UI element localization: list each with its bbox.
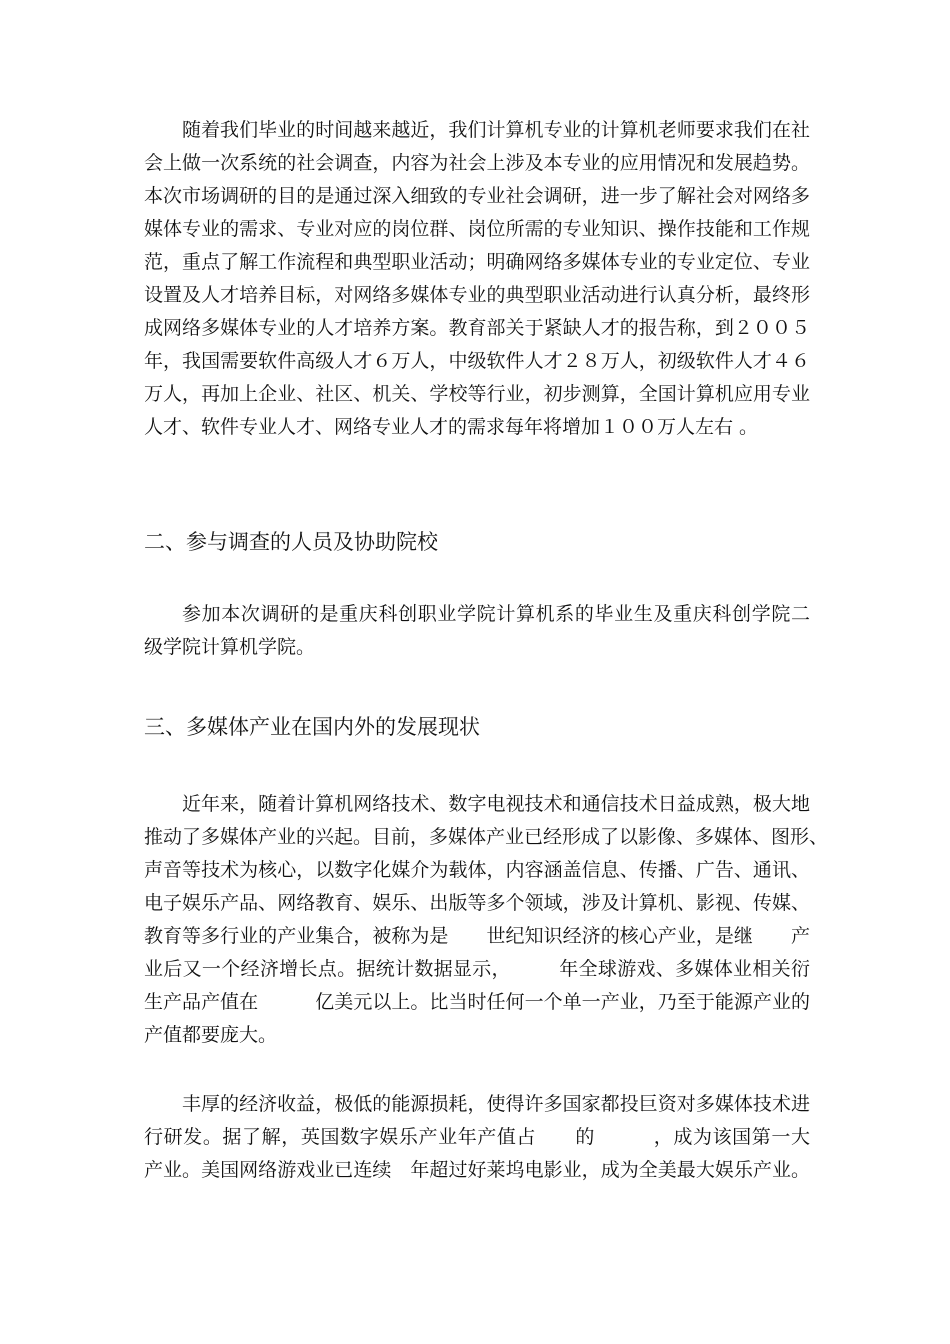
paragraph-line: 行研发。据了解，英国数字娱乐产业年产值占 的 ，成为该国第一大 <box>144 1126 810 1148</box>
paragraph-line: 会上做一次系统的社会调查，内容为社会上涉及本专业的应用情况和发展趋势。 <box>144 152 810 174</box>
section-heading: 二、参与调查的人员及协助院校 <box>144 530 438 554</box>
paragraph-line: 生产品产值在 亿美元以上。比当时任何一个单一产业，乃至于能源产业的 <box>144 991 810 1013</box>
paragraph-line: 成网络多媒体专业的人才培养方案。教育部关于紧缺人才的报告称，到２００５ <box>144 317 810 339</box>
paragraph-line: 近年来，随着计算机网络技术、数字电视技术和通信技术日益成熟，极大地 <box>182 793 810 815</box>
section-heading: 三、多媒体产业在国内外的发展现状 <box>144 715 480 739</box>
paragraph-line: 产值都要庞大。 <box>144 1024 278 1046</box>
paragraph-line: 参加本次调研的是重庆科创职业学院计算机系的毕业生及重庆科创学院二 <box>182 603 810 625</box>
paragraph-line: 推动了多媒体产业的兴起。目前，多媒体产业已经形成了以影像、多媒体、图形、 <box>144 826 829 848</box>
paragraph-line: 级学院计算机学院。 <box>144 636 316 658</box>
paragraph-line: 随着我们毕业的时间越来越近，我们计算机专业的计算机老师要求我们在社 <box>182 119 810 141</box>
paragraph-line: 声音等技术为核心，以数字化媒介为载体，内容涵盖信息、传播、广告、通讯、 <box>144 859 810 881</box>
paragraph-line: 产业。美国网络游戏业已连续 年超过好莱坞电影业，成为全美最大娱乐产业。 <box>144 1159 810 1181</box>
paragraph-line: 丰厚的经济收益，极低的能源损耗，使得许多国家都投巨资对多媒体技术进 <box>182 1093 810 1115</box>
paragraph-line: 业后又一个经济增长点。据统计数据显示， 年全球游戏、多媒体业相关衍 <box>144 958 810 980</box>
paragraph-line: 设置及人才培养目标，对网络多媒体专业的典型职业活动进行认真分析，最终形 <box>144 284 810 306</box>
paragraph-line: 本次市场调研的目的是通过深入细致的专业社会调研，进一步了解社会对网络多 <box>144 185 810 207</box>
paragraph-line: 电子娱乐产品、网络教育、娱乐、出版等多个领域，涉及计算机、影视、传媒、 <box>144 892 810 914</box>
paragraph-line: 人才、软件专业人才、网络专业人才的需求每年将增加１００万人左右 。 <box>144 416 759 438</box>
paragraph-line: 媒体专业的需求、专业对应的岗位群、岗位所需的专业知识、操作技能和工作规 <box>144 218 810 240</box>
paragraph-line: 范，重点了解工作流程和典型职业活动；明确网络多媒体专业的专业定位、专业 <box>144 251 810 273</box>
paragraph-line: 万人，再加上企业、社区、机关、学校等行业，初步测算，全国计算机应用专业 <box>144 383 810 405</box>
paragraph-line: 年，我国需要软件高级人才６万人，中级软件人才２８万人，初级软件人才４６ <box>144 350 810 372</box>
paragraph-line: 教育等多行业的产业集合，被称为是 世纪知识经济的核心产业，是继 产 <box>144 925 810 947</box>
